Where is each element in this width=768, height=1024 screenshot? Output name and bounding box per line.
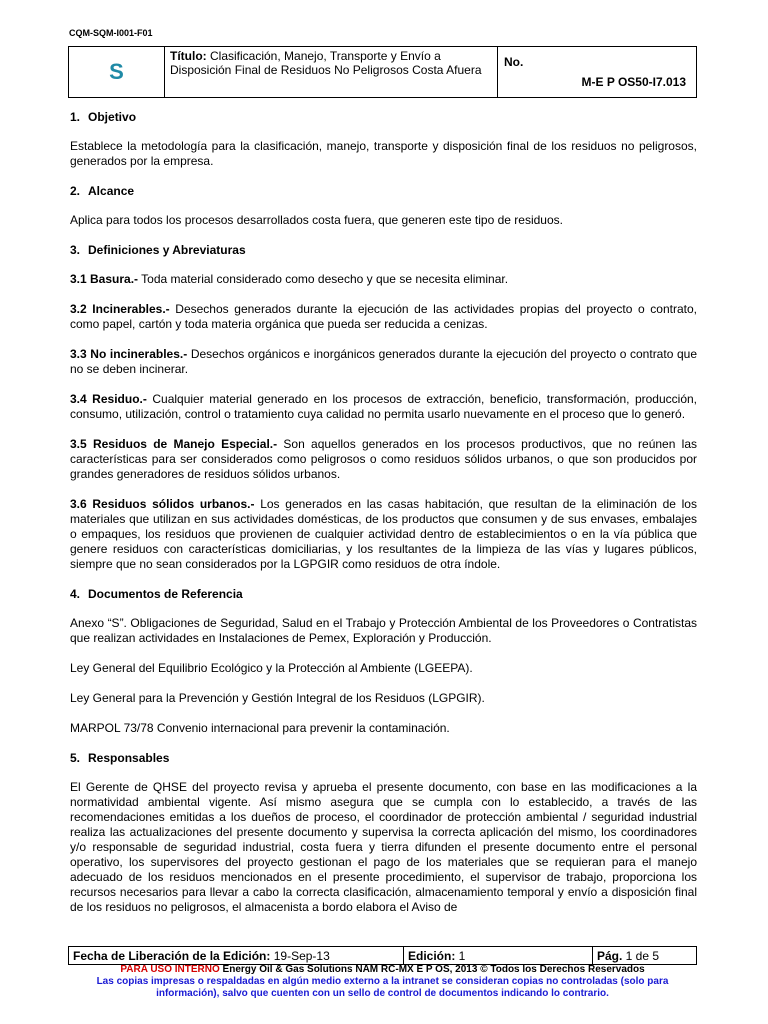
edition-value: 1 bbox=[455, 948, 466, 963]
definition-residuo bbox=[70, 392, 697, 422]
page-label: Pág. bbox=[597, 948, 623, 963]
definition-term: 3.6 Residuos sólidos urbanos.- bbox=[70, 497, 255, 511]
edition-label: Edición: bbox=[408, 948, 456, 963]
definition-text: Son aquellos generados en los procesos productivos, que no reúnen las características para ser considerados como peligrosos o como residuos sólidos urbanos, o que son producidos por grandes generadores de residuos sólidos urbanos. bbox=[70, 437, 697, 481]
section-title: Responsables bbox=[88, 751, 170, 765]
section-title: Documentos de Referencia bbox=[88, 587, 243, 601]
page-value: 1 de 5 bbox=[622, 948, 660, 963]
section-heading-responsables bbox=[70, 751, 697, 766]
edition bbox=[404, 947, 593, 965]
title-text: Clasificación, Manejo, Transporte y Envío a Disposición Final de Residuos No Peligrosos Costa Afuera bbox=[170, 49, 482, 77]
copyright-line bbox=[68, 964, 697, 976]
reference-marpol: MARPOL 73/78 Convenio internacional para prevenir la contaminación. bbox=[70, 721, 450, 735]
footer-notice bbox=[68, 964, 697, 1000]
copies-disclaimer: Las copias impresas o respaldadas en algún medio externo a la intranet se consideran copias no controladas (solo para información), salvo que cuenten con un sello de control de documentos indicando lo contrario. bbox=[96, 976, 669, 999]
section-heading-alcance bbox=[70, 184, 697, 199]
release-date-label: Fecha de Liberación de la Edición: bbox=[73, 948, 271, 963]
section-title: Definiciones y Abreviaturas bbox=[88, 243, 246, 257]
header-table bbox=[68, 46, 697, 98]
reference-lgpgir: Ley General para la Prevención y Gestión Integral de los Residuos (LGPGIR). bbox=[70, 691, 485, 705]
document-body bbox=[70, 110, 697, 930]
paragraph-responsables: El Gerente de QHSE del proyecto revisa y aprueba el presente documento, con base en las modificaciones a la normatividad ambiental vigente. Así mismo asegura que se cumpla con lo establecido, a través de las recomendaciones emitidas a los dueños de proceso, el coordinador de protección ambiental / seguridad industrial realiza las actualizaciones del presente documento y supervisa la correcta aplicación del mismo, los coordinadores y/o responsable de seguridad industrial, costa fuera y tierra difunden el presente documento entre el personal operativo, los supervisores del proyecto gestionan el pago de los materiales que se requieran para el manejo adecuado de los residuos mencionados en el presente procedimiento, el supervisor de trabajo, proporciona los recursos necesarios para llevar a cabo la correcta clasificación, almacenamiento temporal y envío a disposición final de los residuos no peligrosos, el almacenista a bordo elabora el Aviso de bbox=[70, 780, 697, 914]
section-number: 5. bbox=[70, 751, 81, 765]
paragraph-objetivo: Establece la metodología para la clasificación, manejo, transporte y disposición final de los residuos no peligrosos, generados por la empresa. bbox=[70, 139, 697, 168]
section-heading-referencias bbox=[70, 587, 697, 602]
definition-term: 3.5 Residuos de Manejo Especial.- bbox=[70, 437, 278, 451]
number-label: No. bbox=[504, 55, 524, 69]
release-date-value: 19-Sep-13 bbox=[270, 948, 330, 963]
reference-lgeepa: Ley General del Equilibrio Ecológico y la Protección al Ambiente (LGEEPA). bbox=[70, 661, 473, 675]
definition-text: Los generados en las casas habitación, que resultan de la eliminación de los materiales que utilizan en sus actividades domésticas, de los productos que consumen y de sus envases, embalajes o empaques, los residuos que provienen de cualquier actividad dentro de establecimientos o en la vía pública que genere residuos con características domiciliarias, y los resultantes de la limpieza de las vías y lugares públicos, siempre que no sean considerados por la LGPGIR como residuos de otra índole. bbox=[70, 497, 697, 571]
definition-no-incinerables bbox=[70, 347, 697, 377]
section-number: 1. bbox=[70, 110, 81, 124]
section-number: 4. bbox=[70, 587, 81, 601]
section-title: Objetivo bbox=[88, 110, 137, 124]
definition-term: 3.3 No incinerables.- bbox=[70, 347, 188, 361]
definition-term: 3.1 Basura.- bbox=[70, 272, 139, 286]
document-title bbox=[165, 47, 498, 98]
document-number bbox=[498, 47, 697, 98]
definition-text: Desechos generados durante la ejecución de las actividades propias del proyecto o contrato, como papel, cartón y toda materia orgánica que pueda ser reducida a cenizas. bbox=[70, 302, 697, 331]
section-number: 3. bbox=[70, 243, 81, 257]
section-heading-definiciones bbox=[70, 243, 697, 258]
document-code: CQM-SQM-I001-F01 bbox=[69, 28, 153, 38]
definition-text: Desechos orgánicos e inorgánicos generados durante la ejecución del proyecto o contrato que no se deben incinerar. bbox=[70, 347, 697, 376]
page-number bbox=[593, 947, 697, 965]
definition-text: Cualquier material generado en los procesos de extracción, beneficio, transformación, producción, consumo, utilización, control o tratamiento cuya calidad no permita usarlo nuevamente en el proceso que lo generó. bbox=[70, 392, 697, 421]
paragraph-alcance: Aplica para todos los procesos desarrollados costa fuera, que generen este tipo de residuos. bbox=[70, 213, 563, 227]
definition-manejo-especial bbox=[70, 437, 697, 482]
definition-text: Toda material considerado como desecho y que se necesita eliminar. bbox=[138, 272, 509, 286]
reference-anexo-s: Anexo “S”. Obligaciones de Seguridad, Salud en el Trabajo y Protección Ambiental de los Proveedores o Contratistas que realizan actividades en Instalaciones de Pemex, Exploración y Producción. bbox=[70, 616, 697, 645]
logo: S bbox=[69, 47, 165, 98]
definition-incinerables bbox=[70, 302, 697, 332]
section-heading-objetivo bbox=[70, 110, 697, 125]
title-label: Título: bbox=[170, 49, 207, 63]
copyright-text: Energy Oil & Gas Solutions NAM RC-MX E P OS, 2013 © Todos los Derechos Reservados bbox=[219, 964, 645, 975]
definition-basura bbox=[70, 272, 697, 287]
number-value: M-E P OS50-I7.013 bbox=[581, 75, 686, 89]
internal-use-label: PARA USO INTERNO bbox=[120, 964, 220, 975]
footer-table bbox=[68, 946, 697, 965]
release-date bbox=[69, 947, 404, 965]
section-title: Alcance bbox=[88, 184, 135, 198]
definition-term: 3.2 Incinerables.- bbox=[70, 302, 170, 316]
definition-term: 3.4 Residuo.- bbox=[70, 392, 147, 406]
definition-solidos-urbanos bbox=[70, 497, 697, 572]
section-number: 2. bbox=[70, 184, 81, 198]
